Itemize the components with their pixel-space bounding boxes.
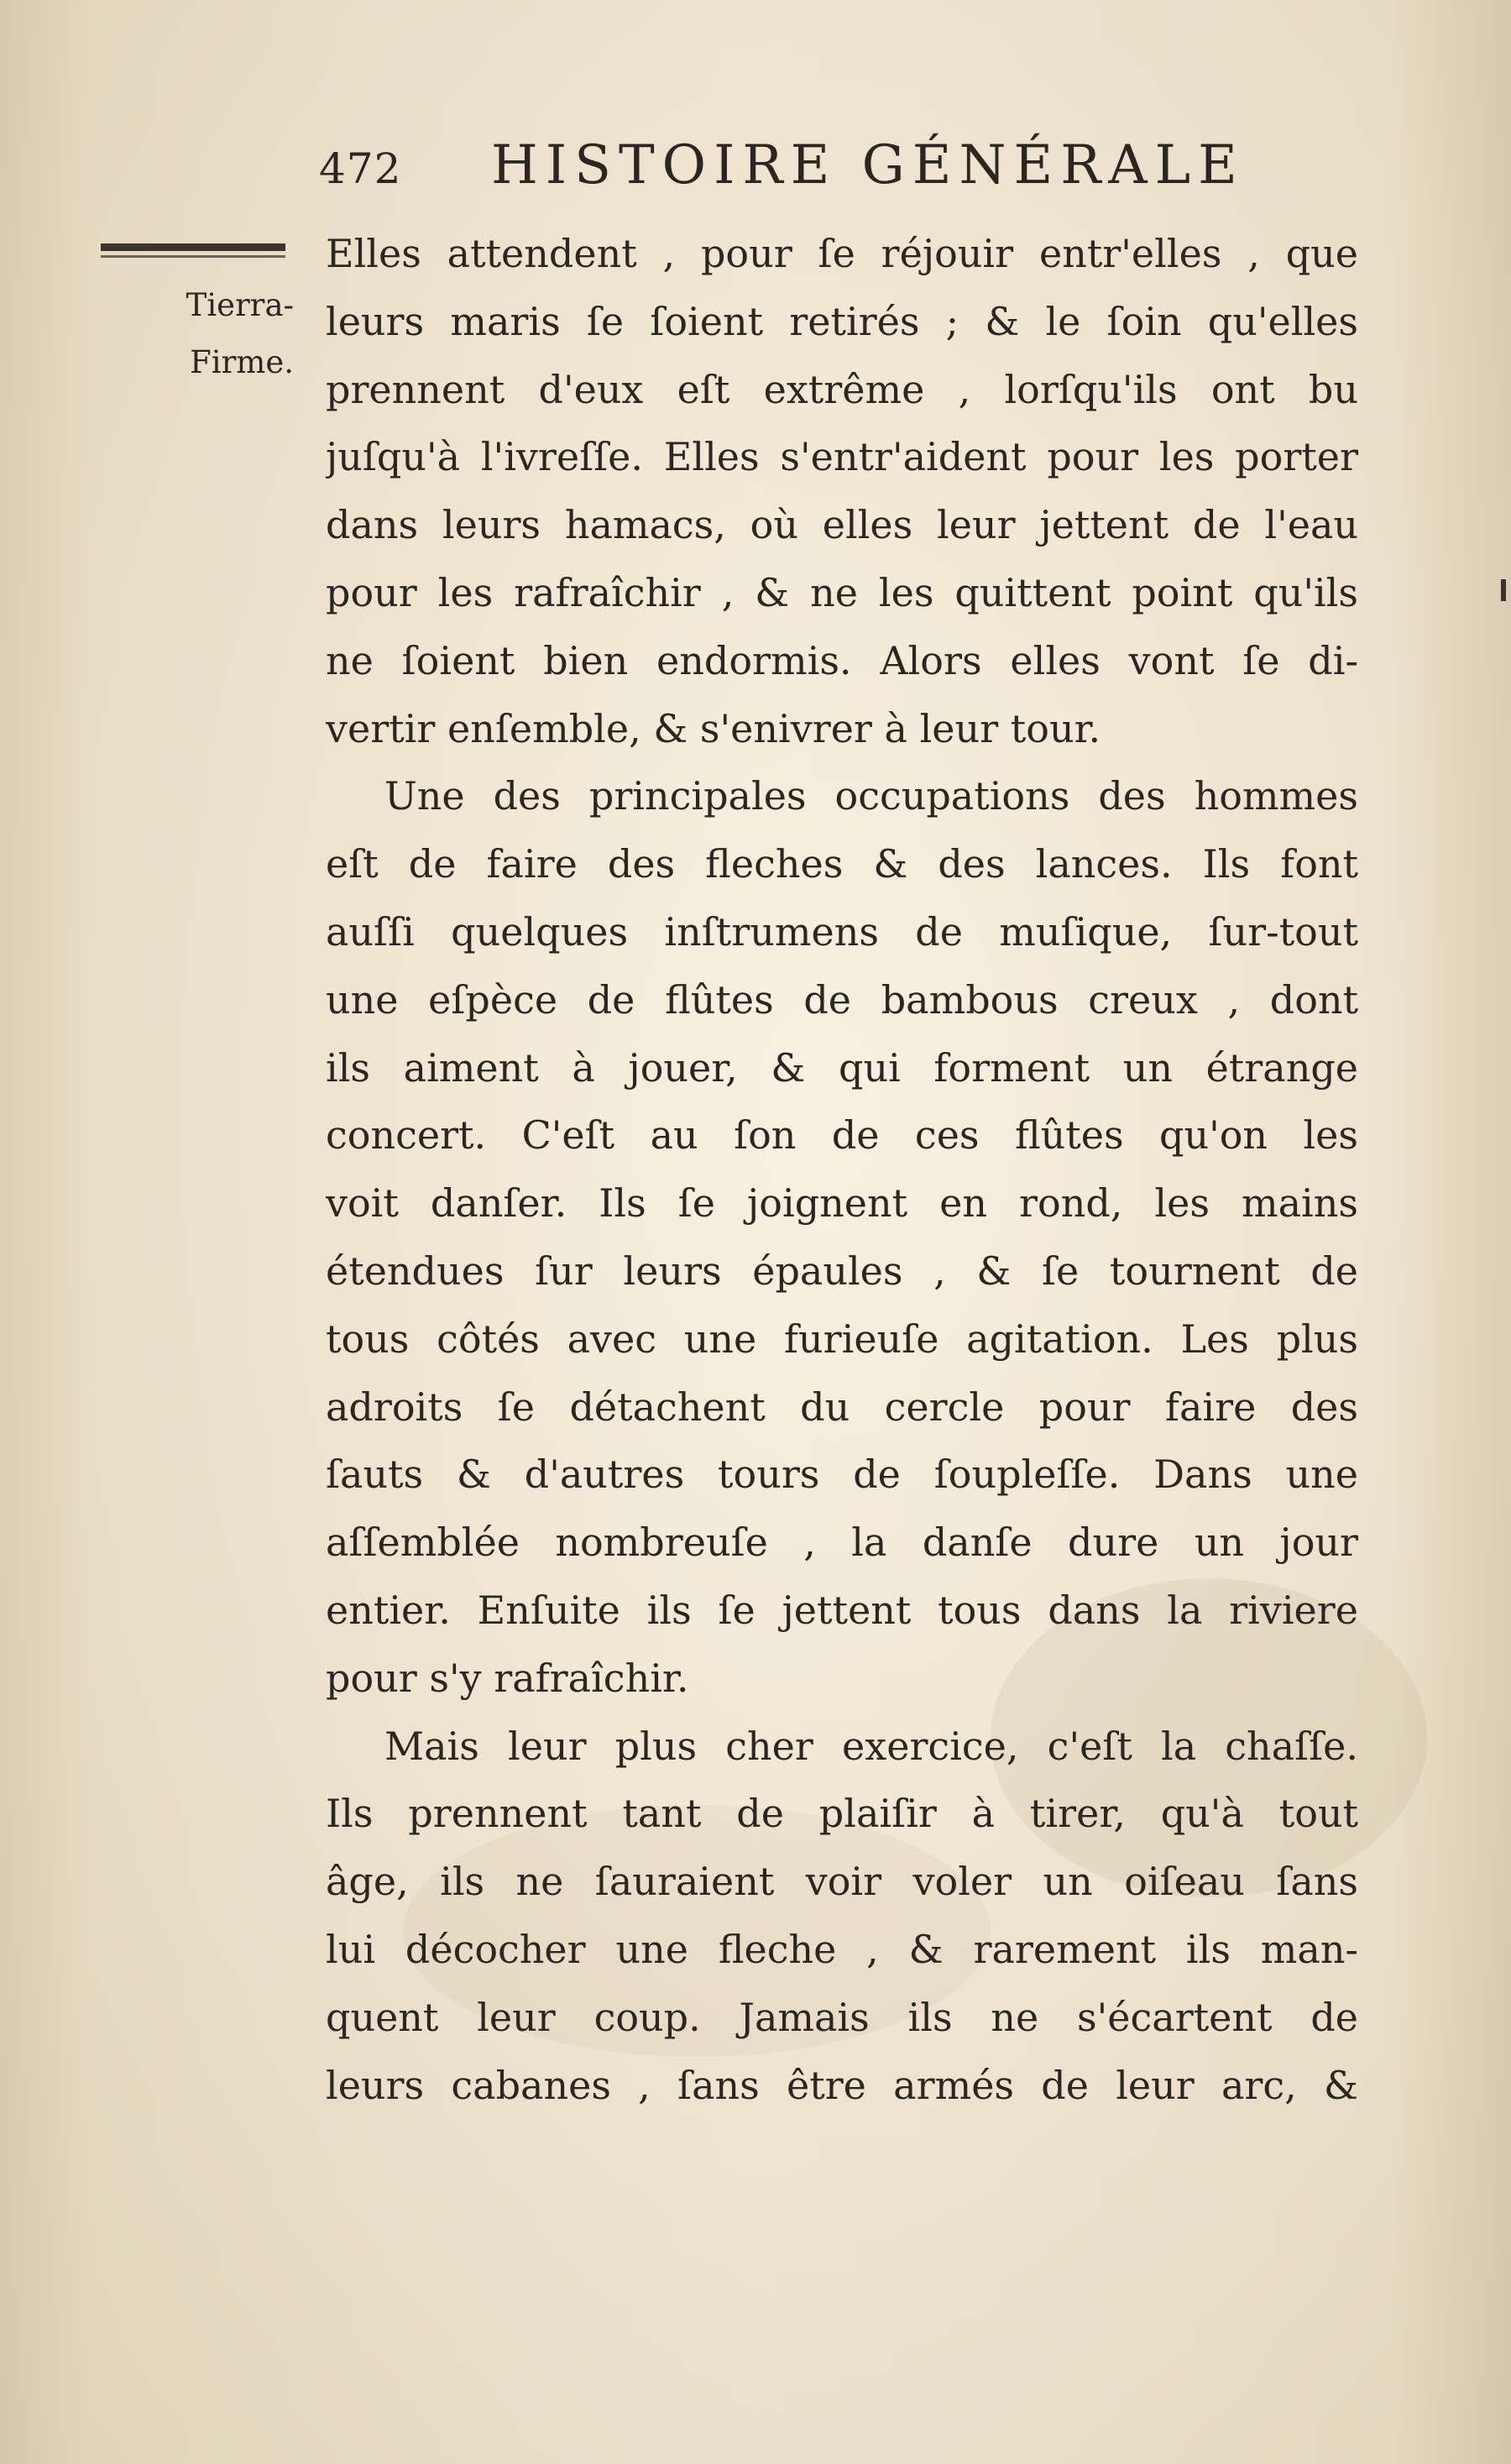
text-line: voit danſer. Ils ſe joignent en rond, les mains [326,1180,1358,1227]
text-line: leurs maris ſe ſoient retirés ; & le ſoin qu'elles [326,298,1358,344]
margin-note-line: Firme. [190,344,294,380]
page-number: 472 [319,144,402,193]
margin-note-line: Tierra- [186,287,294,323]
text-line: une eſpèce de flûtes de bambous creux , dont [326,976,1358,1023]
running-title: HISTOIRE GÉNÉRALE [491,134,1245,196]
text-line: ſauts & d'autres tours de ſoupleſſe. Dans une [326,1452,1358,1498]
text-line: leurs cabanes , ſans être armés de leur arc, & [326,2062,1358,2108]
page-edge-mark [1501,579,1506,601]
text-line: quent leur coup. Jamais ils ne s'écartent de [326,1994,1358,2040]
text-line: lui décocher une fleche , & rarement ils man- [326,1926,1358,1972]
page-header [319,134,1360,210]
ornamental-rule [101,243,285,262]
body-text [326,220,1358,2119]
text-line: eſt de faire des fleches & des lances. Ils font [326,841,1358,887]
text-line: pour s'y rafraîchir. [326,1655,689,1701]
text-line: ne ſoient bien endormis. Alors elles vont ſe di- [326,637,1358,683]
rule-bar [101,255,285,258]
rule-bar [101,243,285,251]
text-line: Mais leur plus cher exercice, c'eſt la chaſſe. [384,1723,1358,1769]
text-line: tous côtés avec une furieuſe agitation. Les plus [326,1316,1358,1362]
text-line: Ils prennent tant de plaiſir à tirer, qu'à tout [326,1791,1358,1837]
text-line: âge, ils ne ſauraient voir voler un oiſeau ſans [326,1859,1358,1905]
text-line: concert. C'eſt au ſon de ces flûtes qu'on les [326,1112,1358,1159]
text-line: auſſi quelques inſtrumens de muſique, ſur-tout [326,908,1358,955]
text-line: aſſemblée nombreuſe , la danſe dure un jour [326,1520,1358,1566]
text-line: juſqu'à l'ivreſſe. Elles s'entr'aident pour les porter [326,434,1358,480]
text-line: adroits ſe détachent du cercle pour faire des [326,1384,1358,1430]
text-line: Elles attendent , pour ſe réjouir entr'elles , que [326,231,1358,276]
text-line: vertir enſemble, & s'enivrer à leur tour. [326,705,1101,751]
text-line: étendues ſur leurs épaules , & ſe tournent de [326,1248,1358,1294]
text-line: prennent d'eux eſt extrême , lorſqu'ils ont bu [326,366,1358,412]
margin-note [143,277,294,391]
text-line: pour les rafraîchir , & ne les quittent point qu'ils [326,569,1358,615]
text-line: dans leurs hamacs, où elles leur jettent de l'eau [326,502,1358,548]
text-line: ils aiment à jouer, & qui forment un étrange [326,1044,1358,1091]
text-line: Une des principales occupations des hommes [384,773,1358,819]
text-line: entier. Enſuite ils ſe jettent tous dans la riviere [326,1587,1358,1633]
